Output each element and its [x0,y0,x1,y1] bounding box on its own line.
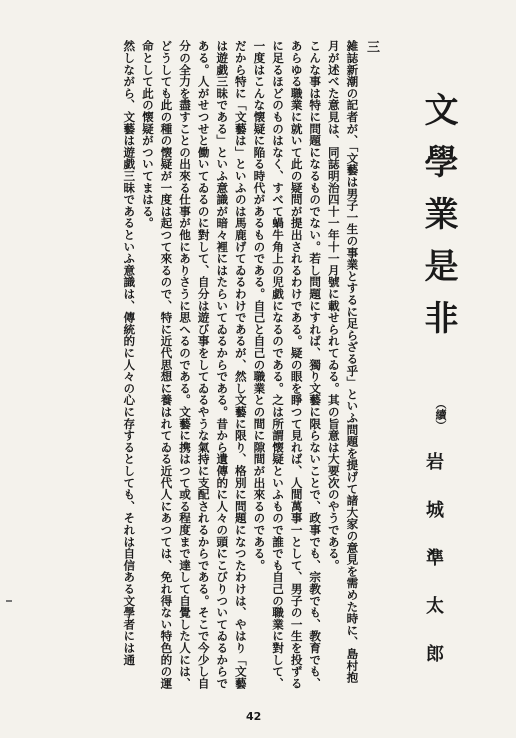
article-body [60,40,380,690]
article-title-continued-label: （續） [434,398,447,431]
body-paragraph: 然しながら、文藝は遊戯三昧であるといふ意識は、傳統的に人々の心に存するとしても、それは自信ある文學者には通 [122,40,137,666]
body-paragraph: 雑誌新潮の記者が、「文藝は男子一生の事業とするに足らざる乎」といふ問題を提げて諸大家の意見を需めた時に、島村抱月が述べた意見は、同誌明治四十一年十一月號に載せられてゐる。其の旨意は大要次のやうである。 [326,40,360,684]
body-paragraph: こんな事は特に問題になるものでない。若し問題にすれば、獨り文藝に限らないことで、政事でも、宗教でも、教育でも、あらゆる職業に就いて此の疑問が提出されるわけである。疑の眼を睜つて見れば、人間萬事一として、男子の一生を投ずるに足るほどのものはなく、すべて蝸牛角上の児戯になるのである。之は所謂懐疑といふもので誰でも自己の職業に對して、一度はこんな懐疑に陥る時代があるものである。自己と自己の職業との間に隙間が出來るのである。 [252,40,323,689]
page-number: 42 [246,710,262,723]
margin-mark [6,600,12,602]
article-title: 文學業是非 [418,92,458,352]
section-number: 三 [364,40,379,54]
author-name: 岩城準太郎 [423,452,444,692]
body-paragraph: だから特に「文藝は」といふのは馬鹿げてゐるわけであるが、然し文藝に限り、格別に問題になつたわけは、やはり「文藝は遊戯三昧である」といふ意識が暗々裡にはたらいてゐるからである。昔から遺傳的に人々の頭にこびりついてゐるからである。人がせつせと働いてゐるのに對して、自分は遊び事をしてゐるやうな氣持に支配されるからである。そこで今少し自分の全力を盡すことの出來る仕事が他にありさうに思へるのである。文藝に携はつて或る程度まで達して自覺した人には、どうしても此の種の懐疑が一度は起つて來るので、特に近代思想に養はれてゐる近代人にあつては、免れ得ない特色的の運命として此の懐疑がついてまはる。 [140,40,248,689]
